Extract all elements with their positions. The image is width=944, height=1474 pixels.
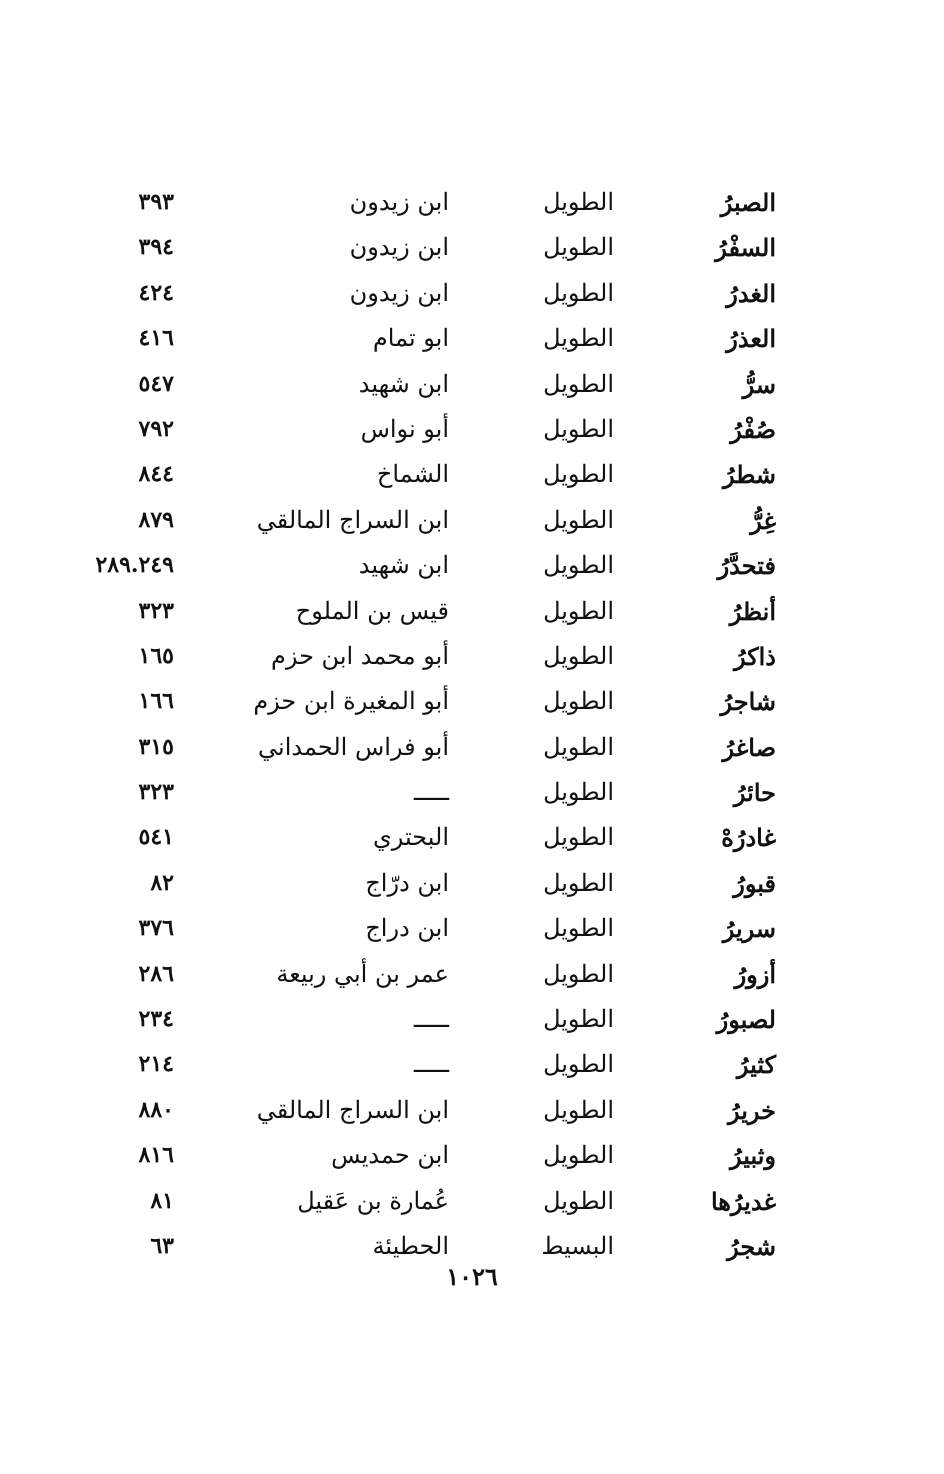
- table-row: [0, 815, 944, 860]
- meter-name: الطويل: [543, 233, 614, 262]
- page-ref: ٨٢: [150, 869, 174, 896]
- poet-name: ابن زيدون: [349, 278, 449, 307]
- rhyme-word: غادرُهْ: [721, 823, 776, 853]
- meter-name: الطويل: [543, 868, 614, 897]
- meter-name: الطويل: [543, 959, 614, 988]
- table-row: [0, 1042, 944, 1087]
- rhyme-word: سريرُ: [722, 914, 776, 944]
- table-row: [0, 1088, 944, 1133]
- rhyme-word: غِرُّ: [750, 505, 776, 535]
- poet-name: أبو نواس: [360, 414, 449, 443]
- meter-name: الطويل: [543, 551, 614, 580]
- table-row: [0, 407, 944, 452]
- meter-name: الطويل: [543, 687, 614, 716]
- table-row: [0, 997, 944, 1042]
- meter-name: الطويل: [543, 414, 614, 443]
- meter-name: الطويل: [543, 324, 614, 353]
- rhyme-index-table: [0, 180, 944, 1269]
- table-row: [0, 770, 944, 815]
- rhyme-word: شاجرُ: [720, 687, 776, 717]
- table-row: [0, 861, 944, 906]
- meter-name: الطويل: [543, 1095, 614, 1124]
- rhyme-word: كثيرُ: [736, 1050, 776, 1080]
- page-ref: ٢٨٩.٢٤٩: [95, 552, 174, 579]
- page-ref: ٨٧٩: [138, 506, 174, 533]
- page-ref: ٨٨٠: [138, 1096, 174, 1123]
- meter-name: الطويل: [543, 1186, 614, 1215]
- table-row: [0, 1179, 944, 1224]
- poet-name: الحطيئة: [372, 1231, 449, 1260]
- table-row: [0, 316, 944, 361]
- table-row: [0, 589, 944, 634]
- rhyme-word: شطرُ: [722, 460, 776, 490]
- page-ref: ٥٤١: [138, 824, 174, 851]
- meter-name: الطويل: [543, 596, 614, 625]
- rhyme-word: وثبيرُ: [730, 1141, 776, 1171]
- poet-name: ابن السراج المالقي: [256, 505, 449, 534]
- table-row: [0, 634, 944, 679]
- poet-name: عُمارة بن عَقيل: [297, 1186, 449, 1215]
- meter-name: الطويل: [543, 778, 614, 807]
- poet-name: أبو محمد ابن حزم: [270, 641, 449, 670]
- poet-name: الشماخ: [376, 460, 449, 489]
- poet-name: ابن شهيد: [358, 551, 449, 580]
- table-row: [0, 679, 944, 724]
- meter-name: الطويل: [543, 914, 614, 943]
- rhyme-word: فتحدَّرُ: [717, 551, 776, 581]
- poet-name: عمر بن أبي ربيعة: [276, 959, 449, 988]
- page-ref: ٣٩٣: [138, 189, 174, 215]
- table-row: [0, 906, 944, 951]
- rhyme-word: غديرُها: [710, 1186, 776, 1216]
- meter-name: الطويل: [543, 1050, 614, 1079]
- table-row: [0, 498, 944, 543]
- rhyme-word: أزورُ: [734, 959, 776, 989]
- page-ref: ٤٢٤: [138, 279, 174, 306]
- rhyme-word: صُفْرُ: [730, 414, 776, 444]
- page-ref: ٥٤٧: [138, 370, 174, 397]
- poet-name: أبو المغيرة ابن حزم: [253, 687, 449, 716]
- poet-name: ابن درّاج: [365, 868, 449, 897]
- table-row: [0, 952, 944, 997]
- rhyme-word: سرُّ: [742, 369, 776, 399]
- page-ref: ٨١٦: [138, 1142, 174, 1169]
- table-row: [0, 725, 944, 770]
- page-ref: ٣٧٦: [138, 915, 174, 942]
- page-ref: ٤١٦: [138, 325, 174, 352]
- meter-name: الطويل: [543, 460, 614, 489]
- poet-name: البحتري: [373, 823, 449, 852]
- poet-name: ابن حمديس: [331, 1141, 449, 1170]
- page-ref: ٢٨٦: [138, 960, 174, 987]
- page-ref: ٧٩٢: [138, 415, 174, 442]
- rhyme-word: الصبرُ: [720, 188, 776, 217]
- meter-name: الطويل: [543, 823, 614, 852]
- meter-name: الطويل: [543, 641, 614, 670]
- table-row: [0, 362, 944, 407]
- poet-name: ابن شهيد: [358, 369, 449, 398]
- table-row: [0, 180, 944, 225]
- meter-name: الطويل: [543, 1141, 614, 1170]
- poet-name: ابن زيدون: [349, 233, 449, 262]
- table-row: [0, 452, 944, 497]
- rhyme-word: حائرُ: [733, 778, 776, 808]
- meter-name: البسيط: [541, 1231, 614, 1260]
- page-ref: ٨٤٤: [138, 461, 174, 488]
- rhyme-word: صاغرُ: [722, 732, 776, 762]
- page-ref: ٣٢٣: [138, 779, 174, 806]
- meter-name: الطويل: [543, 369, 614, 398]
- rhyme-word: العذرُ: [726, 324, 776, 354]
- meter-name: الطويل: [543, 188, 614, 216]
- poet-name: قيس بن الملوح: [295, 596, 449, 625]
- meter-name: الطويل: [543, 1005, 614, 1034]
- poet-name: ابن دراج: [365, 914, 449, 943]
- page-ref: ٣٢٣: [138, 597, 174, 624]
- page-ref: ٦٣: [150, 1232, 174, 1259]
- rhyme-word: الغدرُ: [726, 278, 776, 308]
- meter-name: الطويل: [543, 505, 614, 534]
- meter-name: الطويل: [543, 278, 614, 307]
- poet-name: ابن السراج المالقي: [256, 1095, 449, 1124]
- rhyme-word: قبورُ: [733, 868, 776, 898]
- page-number: ١٠٢٦: [446, 1262, 498, 1291]
- table-row: [0, 225, 944, 270]
- poet-name: ابو تمام: [372, 324, 449, 353]
- meter-name: الطويل: [543, 732, 614, 761]
- poet-name: ـــــ: [413, 1005, 449, 1034]
- page-ref: ٢١٤: [138, 1051, 174, 1078]
- rhyme-word: أنظرُ: [729, 596, 776, 626]
- poet-name: ـــــ: [413, 778, 449, 807]
- page-ref: ١٦٦: [138, 688, 174, 715]
- rhyme-word: السفْرُ: [715, 233, 776, 263]
- poet-name: ابن زيدون: [349, 188, 449, 216]
- rhyme-word: شجرُ: [727, 1231, 776, 1261]
- rhyme-word: خريرُ: [728, 1095, 776, 1125]
- table-row: [0, 1133, 944, 1178]
- poet-name: أبو فراس الحمداني: [258, 732, 449, 761]
- page-ref: ٢٣٤: [138, 1006, 174, 1033]
- table-row: [0, 543, 944, 588]
- rhyme-word: لصبورُ: [716, 1005, 776, 1035]
- table-row: [0, 271, 944, 316]
- rhyme-word: ذاكرُ: [733, 641, 776, 671]
- page-ref: ٣٩٤: [138, 234, 174, 261]
- page-ref: ٨١: [150, 1187, 174, 1214]
- page-ref: ٣١٥: [138, 733, 174, 760]
- poet-name: ـــــ: [413, 1050, 449, 1079]
- page-ref: ١٦٥: [138, 642, 174, 669]
